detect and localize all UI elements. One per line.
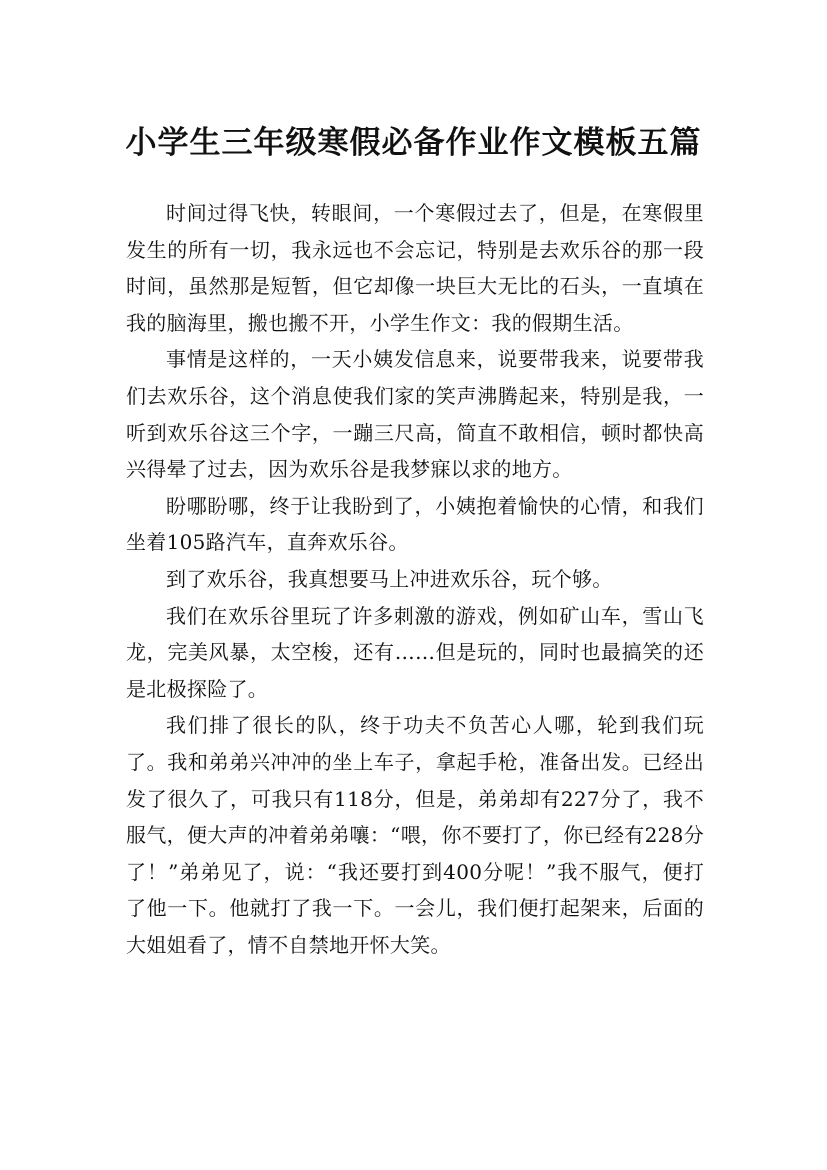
document-title: 小学生三年级寒假必备作业作文模板五篇 (125, 124, 702, 161)
paragraph-4: 到了欢乐谷，我真想要马上冲进欢乐谷，玩个够。 (166, 566, 613, 591)
paragraph-3: 盼哪盼哪，终于让我盼到了，小姨抱着愉快的心情，和我们坐着105路汽车，直奔欢乐谷。 (126, 493, 704, 555)
paragraph-1: 时间过得飞快，转眼间，一个寒假过去了，但是，在寒假里发生的所有一切，我永远也不会忘记，特别是去欢乐谷的那一段时间，虽然那是短暂，但它却像一块巨大无比的石头，一直填在我的脑海里，搬也搬不开，小学生作文：我的假期生活。 (126, 201, 704, 335)
document-body (126, 195, 704, 963)
paragraph-5: 我们在欢乐谷里玩了许多刺激的游戏，例如矿山车，雪山飞龙，完美风暴，太空梭，还有……但是玩的，同时也最搞笑的还是北极探险了。 (126, 603, 704, 701)
paragraph-2: 事情是这样的，一天小姨发信息来，说要带我来，说要带我们去欢乐谷，这个消息使我们家的笑声沸腾起来，特别是我，一听到欢乐谷这三个字，一蹦三尺高，简直不敢相信，顿时都快高兴得晕了过去，因为欢乐谷是我梦寐以求的地方。 (126, 347, 704, 482)
paragraph-6: 我们排了很长的队，终于功夫不负苦心人哪，轮到我们玩了。我和弟弟兴冲冲的坐上车子，拿起手枪，准备出发。已经出发了很久了，可我只有118分，但是，弟弟却有227分了，我不服气，便大声的冲着弟弟嚷：“喂，你不要打了，你已经有228分了！”弟弟见了，说：“我还要打到400分呢！”我不服气，便打了他一下。他就打了我一下。一会儿，我们便打起架来，后面的大姐姐看了，情不自禁地开怀大笑。 (126, 713, 704, 957)
